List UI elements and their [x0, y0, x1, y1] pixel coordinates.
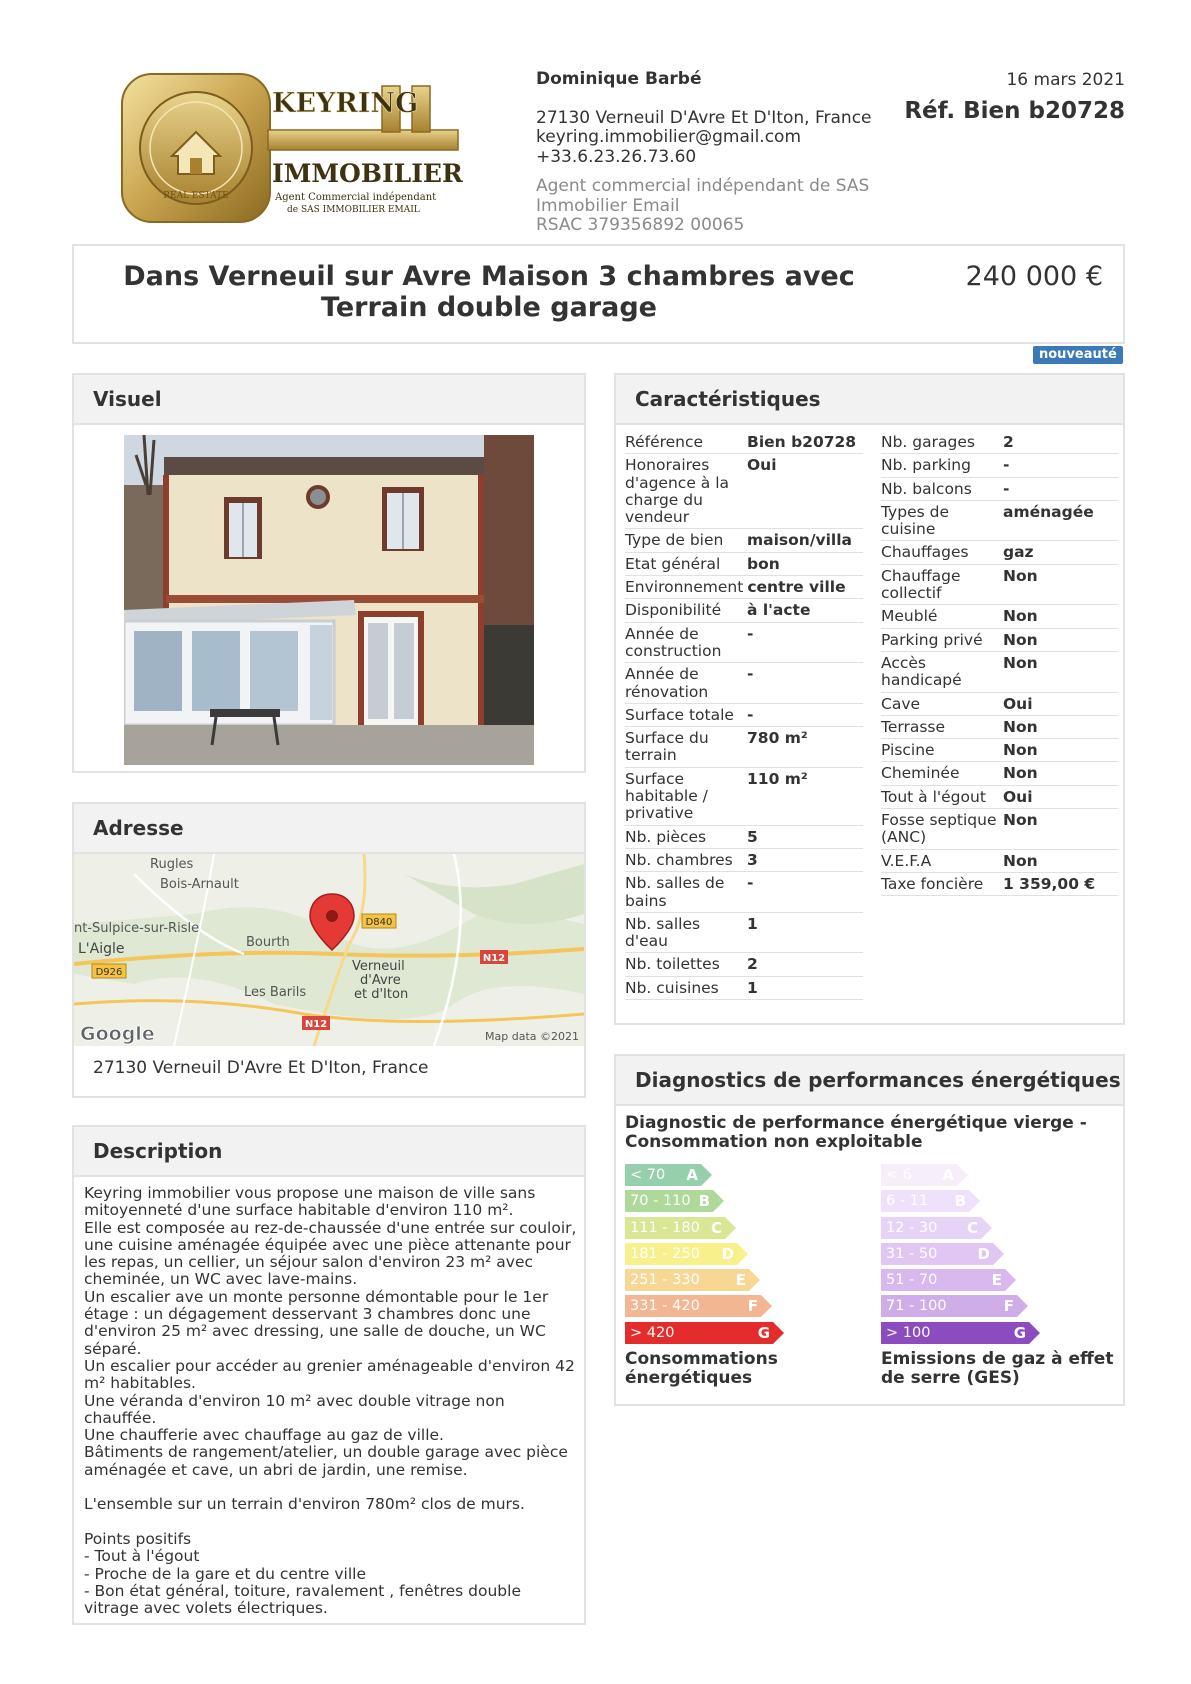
characteristic-row — [625, 704, 863, 727]
map-place-bois-arnault: Bois-Arnault — [160, 877, 239, 892]
characteristic-label: Etat général — [625, 554, 721, 573]
logo-tagline-2: de SAS IMMOBILIER EMAIL — [287, 205, 420, 215]
agent-role — [536, 177, 896, 236]
energy-class-e — [625, 1269, 749, 1291]
characteristic-row — [625, 913, 863, 954]
listing-price: 240 000 € — [965, 261, 1103, 292]
characteristic-value: centre ville — [747, 578, 846, 597]
ges-class-letter: D — [977, 1244, 990, 1263]
characteristic-label: Nb. parking — [881, 456, 971, 475]
characteristic-value: 1 — [747, 978, 758, 997]
map-place-bourth: Bourth — [246, 935, 290, 950]
energy-class-letter: A — [686, 1166, 698, 1184]
energy-class-range: > 420 — [630, 1324, 675, 1341]
description-panel-title: Description — [74, 1127, 584, 1177]
energy-class-range: 251 - 330 — [630, 1272, 700, 1289]
ges-class-letter: F — [1003, 1297, 1014, 1316]
characteristic-label: Piscine — [881, 741, 935, 760]
address-panel — [72, 802, 586, 1098]
characteristic-row — [881, 454, 1118, 477]
characteristic-value: Oui — [747, 456, 777, 475]
new-badge: nouveauté — [1033, 346, 1123, 364]
characteristic-label: Année de rénovation — [625, 665, 709, 701]
characteristic-value: 110 m² — [747, 769, 808, 788]
characteristic-value: Non — [1003, 741, 1038, 760]
characteristic-value: 2 — [1003, 433, 1014, 451]
characteristic-row — [881, 501, 1118, 542]
agent-role-line1: Agent commercial indépendant de SAS — [536, 176, 870, 196]
characteristic-value: 1 359,00 € — [1003, 874, 1096, 893]
map-place-les-barils: Les Barils — [244, 985, 307, 1000]
map-place-davre: d'Avre — [360, 973, 401, 988]
characteristics-panel — [614, 373, 1125, 1025]
characteristic-label: Meublé — [881, 607, 938, 626]
characteristic-row — [881, 873, 1118, 896]
characteristic-value: maison/villa — [747, 531, 852, 550]
characteristic-value: - — [747, 874, 754, 893]
characteristic-label: Terrasse — [881, 717, 946, 736]
energy-class-f — [625, 1295, 761, 1317]
agent-address: 27130 Verneuil D'Avre Et D'Iton, France — [536, 107, 872, 128]
characteristic-row — [625, 454, 863, 529]
ges-class-letter: A — [942, 1166, 954, 1184]
energy-caption: Consommations énergétiques — [625, 1349, 778, 1388]
characteristic-row — [625, 599, 863, 622]
characteristic-value: - — [747, 624, 754, 643]
characteristic-row — [881, 809, 1118, 850]
characteristics-right-column — [881, 431, 1118, 896]
energy-class-a — [625, 1164, 701, 1186]
ges-class-f — [881, 1295, 1017, 1317]
characteristic-row — [625, 768, 863, 826]
svg-text:N12: N12 — [304, 1019, 328, 1030]
visual-panel-title: Visuel — [74, 375, 584, 425]
characteristic-label: Cave — [881, 694, 921, 713]
characteristic-row — [625, 529, 863, 552]
google-logo: Google — [80, 1023, 155, 1045]
characteristic-row — [881, 431, 1118, 454]
map-place-saint-sulpice: nt-Sulpice-sur-Risle — [74, 921, 200, 936]
characteristic-row — [625, 953, 863, 976]
listing-title-box — [72, 244, 1125, 344]
characteristic-row — [625, 576, 863, 599]
description-paragraph: Un escalier ave un monte personne démontable pour le 1er étage : un dégagement desservant 3 chambres donc une d'environ 25 m² avec dressing, une salle de douche, un WC séparé. — [84, 1287, 549, 1358]
energy-class-letter: D — [721, 1244, 734, 1263]
energy-class-g — [625, 1322, 773, 1344]
house-photo[interactable] — [124, 435, 534, 765]
ges-class-g — [881, 1322, 1029, 1344]
characteristic-row — [625, 623, 863, 664]
logo-tagline-1: Agent Commercial indépendant — [275, 192, 437, 203]
characteristic-label: Disponibilité — [625, 601, 722, 620]
characteristic-value: gaz — [1003, 543, 1034, 562]
characteristic-label: Surface totale — [625, 705, 734, 724]
characteristic-label: Types de cuisine — [881, 502, 949, 539]
ges-class-range: 6 - 11 — [886, 1193, 929, 1210]
ges-class-range: > 100 — [886, 1324, 931, 1341]
characteristic-label: Nb. chambres — [625, 850, 733, 869]
description-paragraph: - Proche de la gare et du centre ville — [84, 1564, 366, 1583]
description-paragraph: - Bon état général, toiture, ravalement , fenêtres double vitrage avec volets électriques. — [84, 1581, 521, 1618]
characteristic-row — [625, 826, 863, 849]
characteristic-label: Cheminée — [881, 764, 960, 783]
header-meta — [904, 70, 1125, 124]
characteristic-label: Parking privé — [881, 630, 983, 649]
characteristic-row — [881, 850, 1118, 873]
characteristic-label: Nb. toilettes — [625, 955, 720, 974]
logo-seal-text: REAL ESTATE — [163, 191, 229, 201]
ges-class-a — [881, 1164, 957, 1186]
description-paragraph: Points positifs — [84, 1529, 192, 1548]
energy-class-range: 70 - 110 — [630, 1193, 691, 1210]
characteristic-value: 5 — [747, 827, 758, 846]
description-paragraph: Keyring immobilier vous propose une maison de ville sans mitoyenneté d'une surface habitable d'environ 110 m². — [84, 1184, 536, 1220]
characteristic-value: Oui — [1003, 694, 1033, 713]
agent-role-line2: Immobilier Email — [536, 195, 680, 216]
energy-class-range: 181 - 250 — [630, 1245, 700, 1262]
energy-scale — [625, 1164, 773, 1348]
visual-panel — [72, 373, 586, 773]
characteristic-row — [881, 762, 1118, 785]
characteristic-label: Nb. salles d'eau — [625, 914, 701, 951]
characteristic-row — [881, 716, 1118, 739]
characteristics-panel-title: Caractéristiques — [616, 375, 1123, 425]
characteristic-row — [625, 849, 863, 872]
characteristic-value: Bien b20728 — [747, 433, 857, 451]
characteristic-value: 3 — [747, 850, 758, 869]
energy-class-range: < 70 — [630, 1167, 666, 1183]
description-paragraph: Un escalier pour accéder au grenier aménageable d'environ 42 m² habitables. — [84, 1356, 575, 1393]
ges-class-b — [881, 1190, 969, 1212]
characteristic-label: Nb. balcons — [881, 479, 972, 498]
characteristic-label: Nb. garages — [881, 433, 975, 451]
characteristic-label: Type de bien — [625, 531, 724, 550]
logo-brand-top: KEYRING — [272, 88, 419, 119]
characteristic-value: Non — [1003, 607, 1038, 626]
document-date: 16 mars 2021 — [1006, 70, 1125, 90]
characteristic-value: Oui — [1003, 787, 1033, 806]
characteristic-row — [881, 565, 1118, 606]
ges-class-range: 71 - 100 — [886, 1298, 947, 1315]
characteristic-value: aménagée — [1003, 502, 1094, 521]
listing-title — [104, 261, 874, 323]
energy-class-letter: E — [735, 1271, 746, 1290]
characteristic-label: Nb. pièces — [625, 827, 707, 846]
characteristic-value: - — [747, 665, 754, 684]
characteristic-label: Référence — [625, 433, 704, 451]
energy-class-range: 331 - 420 — [630, 1298, 700, 1315]
listing-title-line2: Terrain double garage — [321, 292, 657, 323]
characteristic-label: Accès handicapé — [881, 653, 962, 690]
ges-class-letter: C — [966, 1218, 978, 1237]
characteristic-row — [881, 786, 1118, 809]
ges-caption: Emissions de gaz à effet de serre (GES) — [881, 1349, 1114, 1388]
characteristic-value: bon — [747, 554, 780, 573]
characteristic-value: 1 — [747, 914, 758, 933]
characteristic-label: Année de construction — [625, 624, 722, 660]
characteristic-row — [881, 693, 1118, 716]
property-reference: Réf. Bien b20728 — [904, 98, 1125, 124]
description-paragraph: Elle est composée au rez-de-chaussée d'une entrée sur couloir, une cuisine aménagée équipée avec une pièce attenante pour les repas, un cellier, un séjour salon d'environ 23 m² avec cheminée, un WC avec lave-mains. — [84, 1218, 577, 1289]
characteristic-value: Non — [1003, 653, 1038, 672]
agent-contact — [536, 70, 896, 236]
characteristic-row — [881, 652, 1118, 693]
characteristic-label: V.E.F.A — [881, 851, 932, 870]
map-place-et-diton: et d'Iton — [354, 987, 409, 1002]
location-map[interactable] — [74, 854, 584, 1046]
characteristic-row — [625, 663, 863, 704]
description-panel — [72, 1125, 586, 1625]
characteristic-value: - — [1003, 456, 1010, 475]
energy-class-letter: F — [747, 1297, 758, 1316]
energy-class-d — [625, 1243, 737, 1265]
description-paragraph: L'ensemble sur un terrain d'environ 780m² clos de murs. — [84, 1495, 525, 1514]
characteristic-value: Non — [1003, 630, 1038, 649]
address-text: 27130 Verneuil D'Avre Et D'Iton, France — [93, 1058, 429, 1078]
energy-class-letter: B — [698, 1192, 710, 1211]
ges-class-letter: G — [1013, 1323, 1026, 1342]
ges-class-c — [881, 1217, 981, 1239]
svg-text:D926: D926 — [95, 967, 123, 978]
ges-class-range: < 6 — [886, 1167, 912, 1183]
characteristic-label: Surface habitable / privative — [625, 769, 708, 823]
characteristic-row — [625, 553, 863, 576]
characteristic-value: - — [1003, 479, 1010, 498]
characteristic-label: Chauffage collectif — [881, 566, 961, 603]
description-paragraph: Une véranda d'environ 10 m² avec double vitrage non chauffée. — [84, 1391, 505, 1427]
description-spacer — [84, 1479, 578, 1496]
dpe-panel-title: Diagnostics de performances énergétiques — [616, 1056, 1123, 1106]
map-place-rugles: Rugles — [150, 857, 194, 872]
characteristic-value: Non — [1003, 851, 1038, 870]
agent-phone[interactable]: +33.6.23.26.73.60 — [536, 146, 697, 167]
ges-class-letter: E — [991, 1271, 1002, 1290]
description-paragraph: Une chaufferie avec chauffage au gaz de ville. — [84, 1426, 444, 1445]
listing-title-line1: Dans Verneuil sur Avre Maison 3 chambres avec — [123, 261, 855, 292]
description-text — [84, 1185, 578, 1617]
agent-email[interactable]: keyring.immobilier@gmail.com — [536, 127, 802, 147]
energy-class-range: 111 - 180 — [630, 1219, 700, 1236]
map-attribution: Map data ©2021 — [485, 1030, 579, 1043]
characteristic-label: Surface du terrain — [625, 729, 709, 765]
ges-class-e — [881, 1269, 1005, 1291]
ges-class-range: 51 - 70 — [886, 1272, 938, 1289]
ges-class-d — [881, 1243, 993, 1265]
characteristic-label: Tout à l'égout — [881, 787, 986, 806]
energy-class-b — [625, 1190, 713, 1212]
characteristic-row — [881, 478, 1118, 501]
characteristic-row — [881, 739, 1118, 762]
characteristic-row — [625, 727, 863, 768]
description-paragraph: - Tout à l'égout — [84, 1547, 200, 1566]
dpe-panel — [614, 1054, 1125, 1406]
dpe-subtitle: Diagnostic de performance énergétique vierge - Consommation non exploitable — [625, 1113, 1087, 1152]
characteristic-label: Fosse septique (ANC) — [881, 811, 997, 847]
characteristic-value: - — [747, 705, 754, 724]
agent-rsac: RSAC 379356892 00065 — [536, 215, 745, 235]
address-panel-title: Adresse — [74, 804, 584, 854]
characteristic-label: Nb. cuisines — [625, 978, 719, 997]
ges-scale — [881, 1164, 1029, 1348]
characteristic-value: Non — [1003, 764, 1038, 783]
characteristic-label: Nb. salles de bains — [625, 874, 725, 910]
characteristic-value: à l'acte — [747, 601, 811, 620]
characteristic-row — [625, 977, 863, 1000]
energy-class-c — [625, 1217, 725, 1239]
ges-class-range: 12 - 30 — [886, 1219, 938, 1236]
characteristic-value: Non — [1003, 811, 1038, 830]
energy-class-letter: G — [757, 1323, 770, 1342]
characteristic-value: Non — [1003, 717, 1038, 736]
characteristic-value: 2 — [747, 955, 758, 974]
characteristic-row — [625, 431, 863, 454]
characteristic-label: Environnement — [625, 578, 744, 597]
description-paragraph: Bâtiments de rangement/atelier, un double garage avec pièce aménagée et cave, un abri de jardin, une remise. — [84, 1443, 568, 1479]
characteristics-left-column — [625, 431, 863, 1000]
characteristic-label: Taxe foncière — [881, 874, 984, 893]
characteristic-label: Chauffages — [881, 543, 969, 562]
logo-key-shaft — [268, 130, 458, 150]
logo-brand-bottom: IMMOBILIER — [272, 159, 463, 188]
map-place-verneuil: Verneuil — [352, 959, 405, 974]
svg-text:D840: D840 — [365, 917, 393, 928]
characteristic-label: Honoraires d'agence à la charge du vendeur — [625, 456, 730, 527]
ges-class-range: 31 - 50 — [886, 1245, 938, 1262]
characteristic-row — [881, 629, 1118, 652]
characteristic-value: Non — [1003, 566, 1038, 585]
characteristic-row — [625, 872, 863, 913]
svg-text:N12: N12 — [482, 953, 506, 964]
description-spacer — [84, 1514, 578, 1531]
energy-class-letter: C — [710, 1218, 722, 1237]
keyring-logo — [120, 72, 470, 227]
map-place-laigle: L'Aigle — [78, 941, 125, 957]
characteristic-row — [881, 605, 1118, 628]
ges-class-letter: B — [954, 1192, 966, 1211]
agent-name: Dominique Barbé — [536, 69, 702, 89]
characteristic-row — [881, 541, 1118, 564]
characteristic-value: 780 m² — [747, 729, 808, 748]
